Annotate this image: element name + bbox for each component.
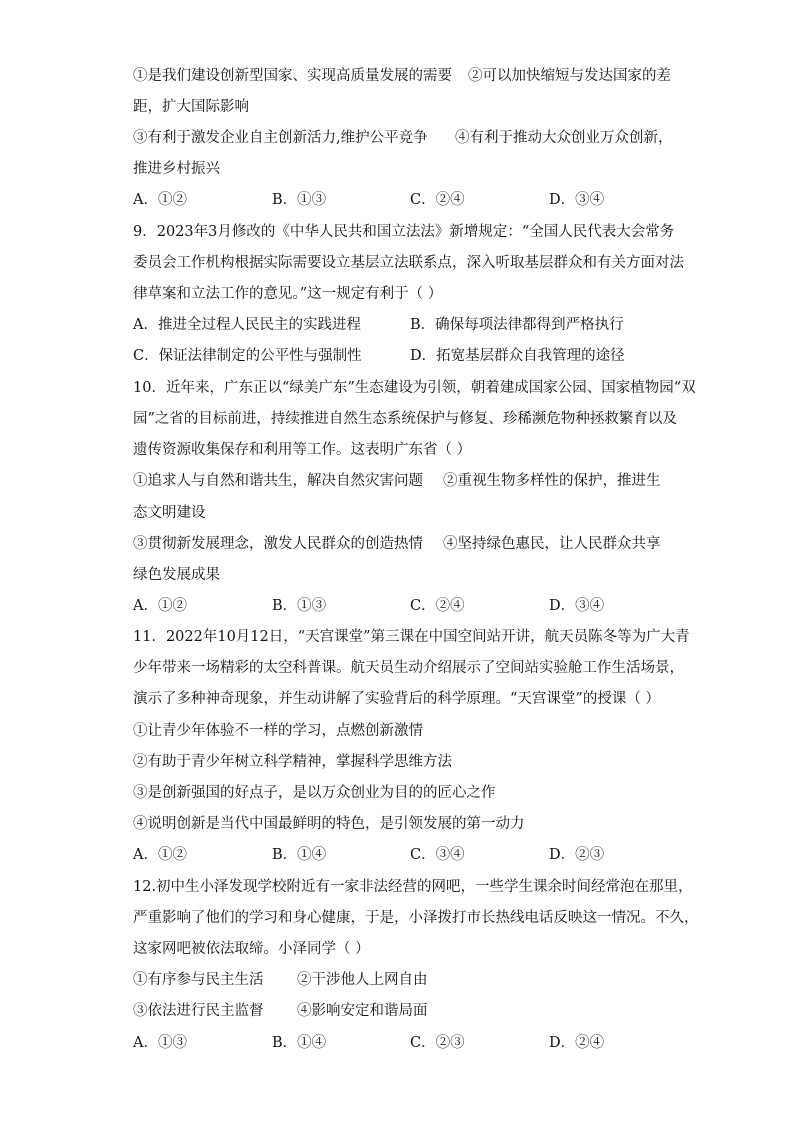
q8-statement-3: ③有利于激发企业自主创新活力,维护公平竞争: [133, 130, 428, 146]
q12-statement-4: ④影响安定和谐局面: [297, 1003, 428, 1019]
q11-statement-2: ②有助于青少年树立科学精神，掌握科学思维方法: [133, 754, 452, 770]
q10-stem-line-1: 10．近年来，广东正以“绿美广东”生态建设为引领，朝着建成国家公园、国家植物园“双: [133, 380, 696, 396]
q12-answer-a: A．①③: [133, 1035, 187, 1051]
q11-answer-d: D．②③: [549, 847, 605, 863]
q8-answer-d: D．③④: [549, 192, 605, 208]
q9-option-c: C．保证法律制定的公平性与强制性: [133, 348, 362, 364]
q9-option-d: D．拓宽基层群众自我管理的途径: [410, 348, 625, 364]
q10-statement-4: ④坚持绿色惠民，让人民群众共享: [443, 536, 661, 552]
q8-statement-4: ④有利于推动大众创业万众创新，: [455, 130, 673, 146]
q12-stem-line-1: 12.初中生小泽发现学校附近有一家非法经营的网吧，一些学生课余时间经常泡在那里，: [133, 879, 693, 895]
q11-stem-line-2: 少年带来一场精彩的太空科普课。航天员生动介绍展示了空间站实验舱工作生活场景，: [133, 660, 684, 676]
q10-statement-3: ③贯彻新发展理念，激发人民群众的创造热情: [133, 536, 423, 552]
q11-statement-1: ①让青少年体验不一样的学习，点燃创新激情: [133, 723, 423, 739]
q11-stem-line-1: 11．2022年10月12日，“天宫课堂”第三课在中国空间站开讲，航天员陈冬等为广大青: [133, 629, 690, 645]
q11-statement-3: ③是创新强国的好点子，是以万众创业为目的的匠心之作: [133, 785, 496, 801]
q11-statement-4: ④说明创新是当代中国最鲜明的特色，是引领发展的第一动力: [133, 816, 525, 832]
q12-statement-2: ②干涉他人上网自由: [297, 972, 428, 988]
q10-statement-2-cont: 态文明建设: [133, 505, 206, 521]
q8-answer-a: A．①②: [133, 192, 187, 208]
q8-answer-c: C．②④: [410, 192, 465, 208]
q12-answer-c: C．②③: [410, 1035, 465, 1051]
q12-statement-3: ③依法进行民主监督: [133, 1003, 264, 1019]
q9-option-a: A．推进全过程人民民主的实践进程: [133, 317, 361, 333]
q10-answer-b: B．①③: [272, 598, 327, 614]
q10-answer-a: A．①②: [133, 598, 187, 614]
q8-answer-b: B．①③: [272, 192, 327, 208]
q11-answer-c: C．③④: [410, 847, 465, 863]
q8-statement-2: ②可以加快缩短与发达国家的差: [468, 68, 671, 84]
q8-statement-2-cont: 距，扩大国际影响: [133, 99, 249, 115]
q10-answer-c: C．②④: [410, 598, 465, 614]
q12-answer-b: B．①④: [272, 1035, 327, 1051]
q11-answer-a: A．①②: [133, 847, 187, 863]
q10-statement-2: ②重视生物多样性的保护，推进生: [443, 473, 661, 489]
q11-answer-b: B．①④: [272, 847, 327, 863]
q10-answer-d: D．③④: [549, 598, 605, 614]
q9-option-b: B．确保每项法律都得到严格执行: [410, 317, 624, 333]
q12-statement-1: ①有序参与民主生活: [133, 972, 264, 988]
q12-stem-line-3: 这家网吧被依法取缔。小泽同学（ ）: [133, 941, 370, 957]
q10-stem-line-2: 园”之省的目标前进，持续推进自然生态系统保护与修复、珍稀濒危物种拯救繁育以及: [133, 411, 677, 427]
q10-statement-4-cont: 绿色发展成果: [133, 567, 220, 583]
q8-statement-4-cont: 推进乡村振兴: [133, 161, 220, 177]
q9-stem-line-2: 委员会工作机构根据实际需要设立基层立法联系点，深入听取基层群众和有关方面对法: [133, 255, 684, 271]
q12-stem-line-2: 严重影响了他们的学习和身心健康，于是，小泽拨打市长热线电话反映这一情况。不久，: [133, 910, 699, 926]
q10-stem-line-3: 遗传资源收集保存和利用等工作。这表明广东省（ ）: [133, 442, 472, 458]
q11-stem-line-3: 演示了多种神奇现象，并生动讲解了实验背后的科学原理。“天宫课堂”的授课（ ）: [133, 691, 660, 707]
q10-statement-1: ①追求人与自然和谐共生，解决自然灾害问题: [133, 473, 423, 489]
q9-stem-line-1: 9．2023年3月修改的《中华人民共和国立法法》新增规定：“全国人民代表大会常务: [133, 224, 675, 240]
q8-statement-1: ①是我们建设创新型国家、实现高质量发展的需要: [133, 68, 452, 84]
q12-answer-d: D．②④: [549, 1035, 605, 1051]
q9-stem-line-3: 律草案和立法工作的意见。”这一规定有利于（ ）: [133, 286, 443, 302]
